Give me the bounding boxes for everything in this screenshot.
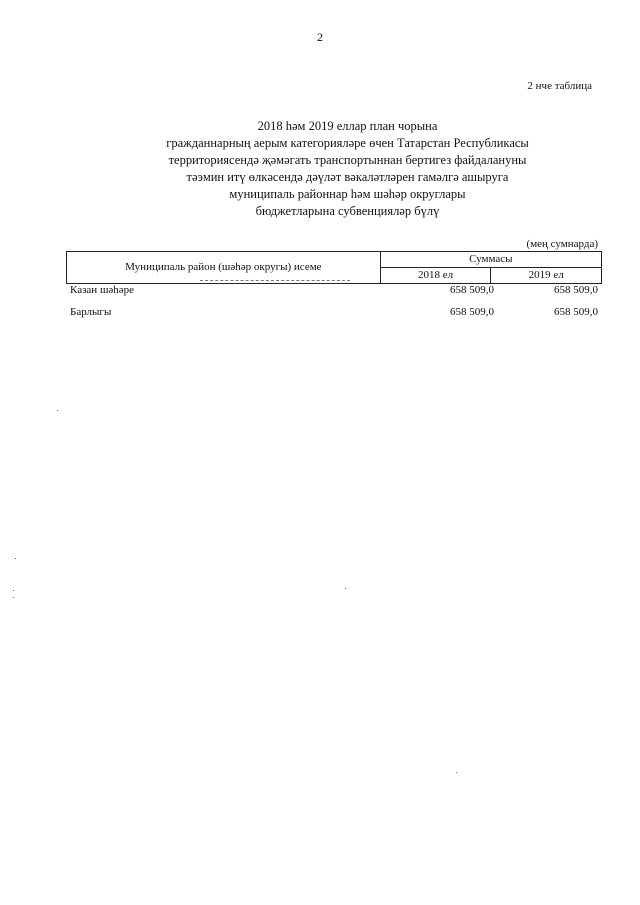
title-line: тәэмин итү өлкәсендә дәүләт вәкаләтләрен гамәлгә ашыруга xyxy=(186,170,509,184)
scan-speck xyxy=(345,588,346,589)
header-year-2018: 2018 ел xyxy=(380,268,491,284)
document-title xyxy=(70,118,625,220)
scan-speck xyxy=(57,410,58,411)
scan-speck xyxy=(13,590,14,591)
page-number: 2 xyxy=(317,30,323,44)
units-note: (мең сумнарда) xyxy=(526,238,598,250)
table-row xyxy=(70,284,598,306)
title-line: муниципаль районнар һәм шәһәр округлары xyxy=(229,187,466,201)
header-year-2019: 2019 ел xyxy=(491,268,602,284)
title-line: гражданнарның аерым категорияләре өчен Татарстан Республикасы xyxy=(166,136,529,150)
table-row-total xyxy=(70,306,598,328)
title-line: бюджетларына субвенцияләр бүлү xyxy=(255,204,440,218)
header-municipality-name: Муниципаль район (шәһәр округы) исеме xyxy=(67,252,381,284)
row-value-2019: 658 509,0 xyxy=(554,306,598,318)
scan-dash-artifact xyxy=(200,280,350,281)
row-name: Барлыгы xyxy=(70,306,112,318)
row-value-2019: 658 509,0 xyxy=(554,284,598,296)
row-name: Казан шәһәре xyxy=(70,284,135,296)
title-line: территориясендә җәмәгать транспортыннан бертигез файдалануны xyxy=(168,153,527,167)
scan-speck xyxy=(13,597,14,598)
table-label: 2 нче таблица xyxy=(527,80,592,92)
row-value-2018: 658 509,0 xyxy=(450,284,494,296)
scan-speck xyxy=(456,772,457,773)
header-sums: Суммасы xyxy=(380,252,601,268)
table-body xyxy=(70,284,598,328)
scan-speck xyxy=(15,558,16,559)
row-value-2018: 658 509,0 xyxy=(450,306,494,318)
title-line: 2018 һәм 2019 еллар план чорына xyxy=(257,119,438,133)
